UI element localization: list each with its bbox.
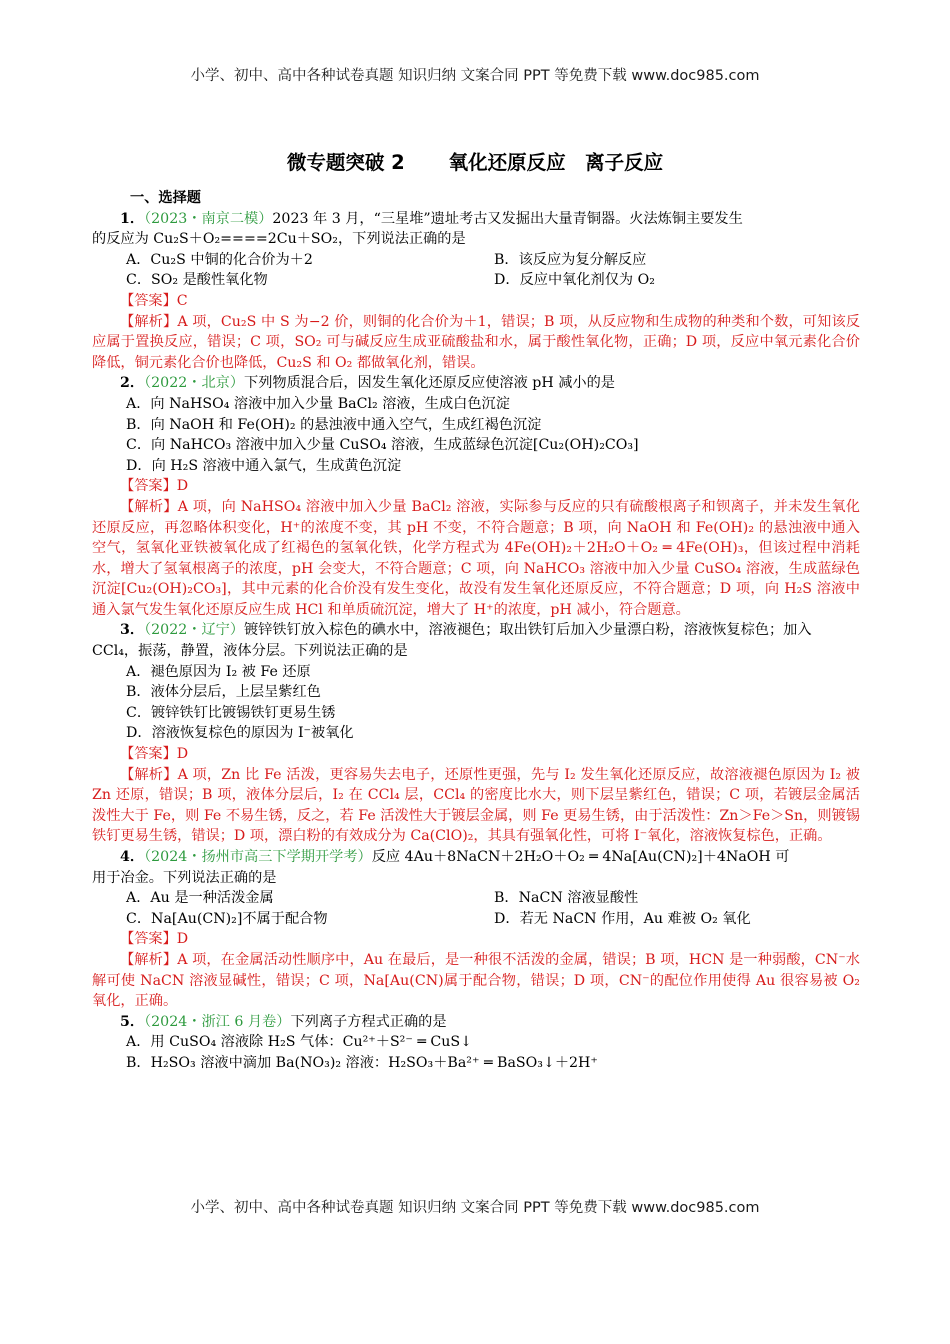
option-a: A．用 CuSO₄ 溶液除 H₂S 气体：Cu²⁺＋S²⁻ ═ CuS↓ <box>126 1034 473 1051</box>
question-2-explanation: 【解析】A 项，向 NaHSO₄ 溶液中加入少量 BaCl₂ 溶液，实际参与反应的只有硫酸根离子和钡离子，并未发生氧化还原反应，再忽略体积变化，H⁺的浓度不变，其 pH 不变，不符合题意；B 项，向 NaOH 和 Fe(OH)₂ 的悬浊液中通入空气，氢氧化亚铁被氧化成了红褐色的氢氧化铁，化学方程式为 4Fe(OH)₂＋2H₂O＋O₂ ═ 4Fe(OH)₃，但该过程中消耗水，增大了氢氧根离子的浓度，pH 会变大，不符合题意；C 项，向 NaHCO₃ 溶液中加入少量 CuSO₄ 溶液，生成蓝绿色沉淀[Cu₂(OH)₂CO₃]，其中元素的化合价没有发生变化，故没有发生氧化还原反应，不符合题意；D 项，向 H₂S 溶液中通入氯气发生氧化还原反应生成 HCl 和单质硫沉淀，增大了 H⁺的浓度，pH 减小，符合题意。 <box>92 498 860 618</box>
question-source: （2023・南京二模） <box>144 210 273 227</box>
question-2-stem: 2．（2022・北京）下列物质混合后，因发生氧化还原反应使溶液 pH 减小的是 <box>120 375 615 392</box>
question-1-options-ab <box>92 250 860 271</box>
section-heading: 一、选择题 <box>130 190 201 206</box>
page-header: 小学、初中、高中各种试卷真题 知识归纳 文案合同 PPT 等免费下载 www.doc985.com <box>190 68 760 84</box>
option-c: C．Na[Au(CN)₂]不属于配合物 <box>126 910 328 927</box>
question-1-stem: 1．（2023・南京二模）2023 年 3 月，“三星堆”遗址考古又发掘出大量青铜器。火法炼铜主要发生 <box>120 210 743 227</box>
question-source: （2024・扬州市高三下学期开学考） <box>144 849 372 865</box>
question-source: （2022・辽宁） <box>144 622 245 639</box>
option-a: A．Cu₂S 中铜的化合价为＋2 <box>126 251 313 268</box>
question-3-answer: 【答案】D <box>120 746 189 763</box>
question-4-options-ab <box>92 888 860 909</box>
question-2-answer: 【答案】D <box>120 478 189 495</box>
option-b: B．NaCN 溶液显酸性 <box>494 890 639 907</box>
question-1-answer: 【答案】C <box>120 292 188 309</box>
question-4-stem-cont: 用于冶金。下列说法正确的是 <box>92 869 277 886</box>
option-b: B．液体分层后，上层呈紫红色 <box>126 684 321 701</box>
title-part-1: 微专题突破 2 <box>286 151 405 174</box>
question-1-options-cd <box>92 270 860 291</box>
option-c: C．镀锌铁钉比镀锡铁钉更易生锈 <box>126 704 336 721</box>
page-title <box>0 147 950 175</box>
option-c: C．SO₂ 是酸性氧化物 <box>126 272 268 289</box>
option-b: B．向 NaOH 和 Fe(OH)₂ 的悬浊液中通入空气，生成红褐色沉淀 <box>126 416 542 433</box>
question-5-stem: 5．（2024・浙江 6 月卷）下列离子方程式正确的是 <box>120 1013 447 1030</box>
question-source: （2024・浙江 6 月卷） <box>144 1013 291 1030</box>
option-a: A．褪色原因为 I₂ 被 Fe 还原 <box>126 663 311 680</box>
option-d: D．若无 NaCN 作用，Au 难被 O₂ 氧化 <box>494 910 751 927</box>
option-b: B．该反应为复分解反应 <box>494 251 647 268</box>
option-a: A．Au 是一种活泼金属 <box>126 890 274 907</box>
question-1-explanation: 【解析】A 项，Cu₂S 中 S 为−2 价，则铜的化合价为＋1，错误；B 项，从反应物和生成物的种类和个数，可知该反应属于置换反应，错误；C 项，SO₂ 可与碱反应生成亚硫酸盐和水，属于酸性氧化物，正确；D 项，反应中氧元素化合价降低，铜元素化合价也降低，Cu₂S 和 O₂ 都做氧化剂，错误。 <box>92 313 860 371</box>
question-1-stem-cont: 的反应为 Cu₂S＋O₂====2Cu＋SO₂，下列说法正确的是 <box>92 231 466 248</box>
page-footer: 小学、初中、高中各种试卷真题 知识归纳 文案合同 PPT 等免费下载 www.doc985.com <box>190 1200 760 1216</box>
option-d: D．溶液恢复棕色的原因为 I⁻被氧化 <box>126 725 354 742</box>
question-source: （2022・北京） <box>144 375 245 392</box>
question-4-explanation: 【解析】A 项，在金属活动性顺序中，Au 在最后，是一种很不活泼的金属，错误；B 项，HCN 是一种弱酸，CN⁻水解可使 NaCN 溶液显碱性，错误；C 项，Na[Au(CN)属于配合物，错误；D 项，CN⁻的配位作用使得 Au 很容易被 O₂ 氧化，正确。 <box>92 951 860 1010</box>
document-body <box>92 188 860 1074</box>
question-3-explanation: 【解析】A 项，Zn 比 Fe 活泼，更容易失去电子，还原性更强，先与 I₂ 发生氧化还原反应，故溶液褪色原因为 I₂ 被 Zn 还原，错误；B 项，液体分层后，I₂ 在 CCl₄ 层，CCl₄ 的密度比水大，则下层呈紫红色，错误；C 项，若镀层金属活泼性大于 Fe，则 Fe 不易生锈，反之，若 Fe 活泼性大于镀层金属，则 Fe 更易生锈，由于活泼性：Zn＞Fe＞Sn，则镀锡铁钉更易生锈，错误；D 项，漂白粉的有效成分为 Ca(ClO)₂，其具有强氧化性，可将 I⁻氧化，溶液恢复棕色，正确。 <box>92 766 860 845</box>
question-4-stem: 4．（2024・扬州市高三下学期开学考）反应 4Au＋8NaCN＋2H₂O＋O₂ ═ 4Na[Au(CN)₂]＋4NaOH 可 <box>120 849 790 865</box>
question-4-answer: 【答案】D <box>120 931 189 948</box>
title-part-2: 氧化还原反应 离子反应 <box>448 151 664 174</box>
question-4-options-cd <box>92 909 860 930</box>
option-a: A．向 NaHSO₄ 溶液中加入少量 BaCl₂ 溶液，生成白色沉淀 <box>126 395 510 412</box>
option-d: D．向 H₂S 溶液中通入氯气，生成黄色沉淀 <box>126 457 402 474</box>
option-b: B．H₂SO₃ 溶液中滴加 Ba(NO₃)₂ 溶液：H₂SO₃＋Ba²⁺ ═ BaSO₃↓＋2H⁺ <box>126 1054 598 1071</box>
option-d: D．反应中氧化剂仅为 O₂ <box>494 272 655 289</box>
option-c: C．向 NaHCO₃ 溶液中加入少量 CuSO₄ 溶液，生成蓝绿色沉淀[Cu₂(OH)₂CO₃] <box>126 437 639 454</box>
question-3-stem: 3．（2022・辽宁）镀锌铁钉放入棕色的碘水中，溶液褪色；取出铁钉后加入少量漂白粉，溶液恢复棕色；加入 CCl₄，振荡，静置，液体分层。下列说法正确的是 <box>92 622 812 660</box>
